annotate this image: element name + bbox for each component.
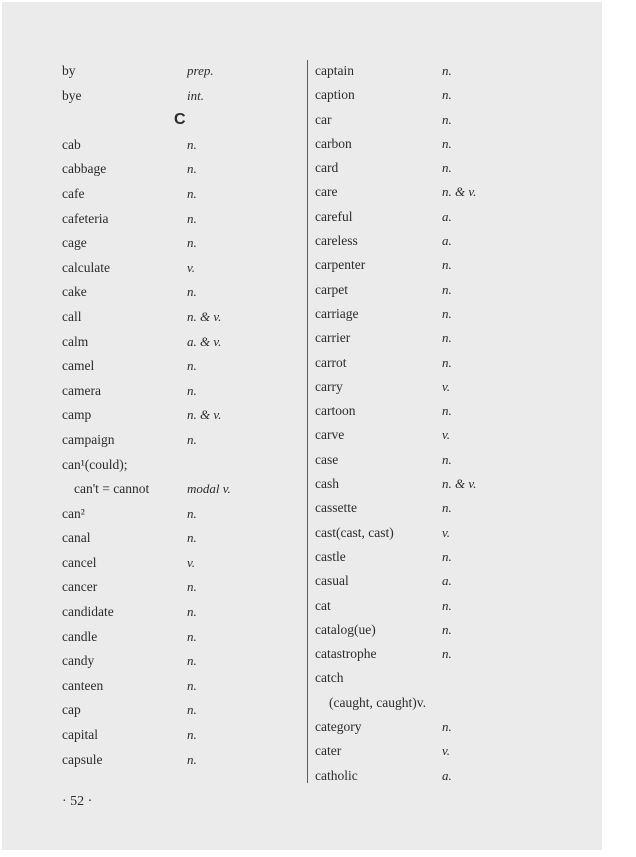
entry-row [62,403,302,428]
part-of-speech: a. [442,573,452,589]
part-of-speech: n. [442,354,452,370]
entry-row [315,83,565,107]
part-of-speech: n. [442,597,452,613]
entry-row [315,448,565,472]
entry-row [315,521,565,545]
entry-row [315,691,565,715]
part-of-speech: n. [187,604,197,620]
entry-word: calm [62,333,89,349]
part-of-speech: v. [442,524,451,540]
entry-row [315,666,565,690]
part-of-speech: n. [442,160,452,176]
entry-row [62,649,302,674]
entry-word: by [62,63,76,78]
entry-word: carriage [315,305,359,321]
entry-word: casual [315,573,349,589]
part-of-speech: a. & v. [187,333,222,349]
part-of-speech: modal v. [187,481,231,497]
entry-row [62,526,302,551]
entry-word: canteen [62,677,104,693]
part-of-speech: n. [442,305,452,321]
entry-word: cancel [62,554,97,570]
entry-row [315,351,565,375]
entry-word: candidate [62,604,114,620]
entry-row [62,698,302,723]
part-of-speech: v. [442,378,451,394]
part-of-speech: n. [187,677,197,693]
part-of-speech: n. [187,628,197,644]
part-of-speech: n. [187,579,197,595]
part-of-speech: n. & v. [187,407,222,423]
entry-word: care [315,184,338,200]
entry-word: cab [62,136,81,152]
entry-word: case [315,451,339,467]
entry-row [62,551,302,576]
entry-word: cancer [62,579,98,595]
entry-word: canal [62,530,91,546]
entry-word: camp [62,407,92,423]
entry-row [315,764,565,788]
entry-word: capital [62,727,98,743]
entry-row [62,625,302,650]
entry-row [315,253,565,277]
part-of-speech: n. & v. [442,184,477,200]
entry-word: cafeteria [62,210,109,226]
part-of-speech: int. [187,87,204,103]
entry-row [62,256,302,281]
entry-row [315,326,565,350]
part-of-speech: n. [442,646,452,662]
part-of-speech: n. [187,382,197,398]
part-of-speech: n. [187,161,197,177]
part-of-speech: n. [442,111,452,127]
entry-word: carve [315,427,345,443]
entry-row [315,545,565,569]
entry-row [315,205,565,229]
part-of-speech: n. [442,548,452,564]
part-of-speech: n. & v. [442,476,477,492]
entry-row [315,229,565,253]
entry-word: careless [315,233,358,249]
part-of-speech: v. [187,259,196,275]
entry-row [315,399,565,423]
section-letter-heading [62,108,302,133]
entry-word: castle [315,548,346,564]
entry-row [62,182,302,207]
entry-row [62,453,302,478]
entry-word: candle [62,628,98,644]
entry-row [315,302,565,326]
entry-word: cabbage [62,161,107,177]
part-of-speech: a. [442,233,452,249]
entry-word: carpet [315,281,348,297]
entry-row [315,132,565,156]
entry-row [315,375,565,399]
entry-row [62,748,302,773]
entry-row [315,569,565,593]
part-of-speech: v. [442,427,451,443]
part-of-speech: n. [442,500,452,516]
part-of-speech: prep. [187,63,214,78]
part-of-speech: n. [442,87,452,103]
entry-word: cater [315,743,342,759]
entry-word: carry [315,378,343,394]
part-of-speech: n. [442,719,452,735]
entry-row [315,108,565,132]
entry-row [62,84,302,109]
part-of-speech: n. [187,358,197,374]
entry-word: capsule [62,751,103,767]
dictionary-page [2,2,602,850]
entry-row [62,428,302,453]
entry-word: bye [62,87,82,103]
entry-row [315,642,565,666]
right-word-column [315,59,565,788]
entry-word: cage [62,235,87,251]
entry-row [62,157,302,182]
entry-row [315,472,565,496]
entry-word: catch [315,670,344,686]
entry-word: catalog(ue) [315,621,376,637]
entry-word: careful [315,208,353,224]
entry-word: catastrophe [315,646,377,662]
part-of-speech: a. [442,767,452,783]
entry-word: campaign [62,431,115,447]
entry-row [62,59,302,84]
entry-word: cartoon [315,403,356,419]
entry-word: call [62,308,82,324]
page-number: · 52 · [62,794,93,809]
entry-word: can't = cannot [74,481,150,497]
entry-row [315,594,565,618]
part-of-speech: n. [187,653,197,669]
part-of-speech: n. [187,530,197,546]
entry-word: cafe [62,185,85,201]
entry-word: captain [315,63,354,78]
entry-row [62,207,302,232]
entry-row [62,133,302,158]
entry-word: can² [62,505,85,521]
entry-word: cash [315,476,339,492]
entry-row [62,502,302,527]
part-of-speech: n. [187,235,197,251]
entry-word: card [315,160,339,176]
entry-word: car [315,111,332,127]
part-of-speech: n. [442,330,452,346]
entry-row [62,723,302,748]
part-of-speech: n. [442,403,452,419]
entry-word: (caught, caught)v. [329,694,426,710]
entry-word: cake [62,284,87,300]
entry-word: camel [62,358,95,374]
entry-row [62,330,302,355]
part-of-speech: n. [442,257,452,273]
part-of-speech: n. [187,284,197,300]
entry-row [62,354,302,379]
part-of-speech: v. [442,743,451,759]
entry-row [62,674,302,699]
entry-word: category [315,719,362,735]
entry-word: can¹(could); [62,456,128,472]
entry-word: cat [315,597,331,613]
part-of-speech: n. [187,505,197,521]
column-divider [307,60,308,783]
entry-row [315,278,565,302]
entry-word: calculate [62,259,110,275]
entry-word: carrier [315,330,351,346]
entry-row [315,496,565,520]
part-of-speech: n. [187,702,197,718]
part-of-speech: a. [442,208,452,224]
entry-row [315,715,565,739]
entry-row [315,618,565,642]
part-of-speech: n. [442,63,452,78]
part-of-speech: n. [187,751,197,767]
entry-word: caption [315,87,355,103]
entry-row [62,379,302,404]
part-of-speech: n. [442,281,452,297]
part-of-speech: n. [187,210,197,226]
entry-row [315,423,565,447]
part-of-speech: n. [442,621,452,637]
entry-word: candy [62,653,95,669]
entry-word: cap [62,702,81,718]
entry-word: carpenter [315,257,366,273]
entry-word: carbon [315,135,352,151]
entry-row [62,575,302,600]
entry-word: camera [62,382,101,398]
part-of-speech: n. & v. [187,308,222,324]
entry-row [62,477,302,502]
entry-row [62,280,302,305]
entry-row [315,59,565,83]
part-of-speech: n. [187,727,197,743]
entry-row [315,180,565,204]
section-letter: C [174,111,186,129]
part-of-speech: n. [187,431,197,447]
entry-row [62,600,302,625]
entry-row [62,231,302,256]
entry-word: catholic [315,767,358,783]
part-of-speech: v. [187,554,196,570]
part-of-speech: n. [187,185,197,201]
entry-word: carrot [315,354,347,370]
entry-word: cassette [315,500,357,516]
entry-row [62,305,302,330]
part-of-speech: n. [187,136,197,152]
entry-row [315,156,565,180]
entry-word: cast(cast, cast) [315,524,394,540]
entry-row [315,739,565,763]
part-of-speech: n. [442,451,452,467]
left-word-column [62,59,302,772]
part-of-speech: n. [442,135,452,151]
